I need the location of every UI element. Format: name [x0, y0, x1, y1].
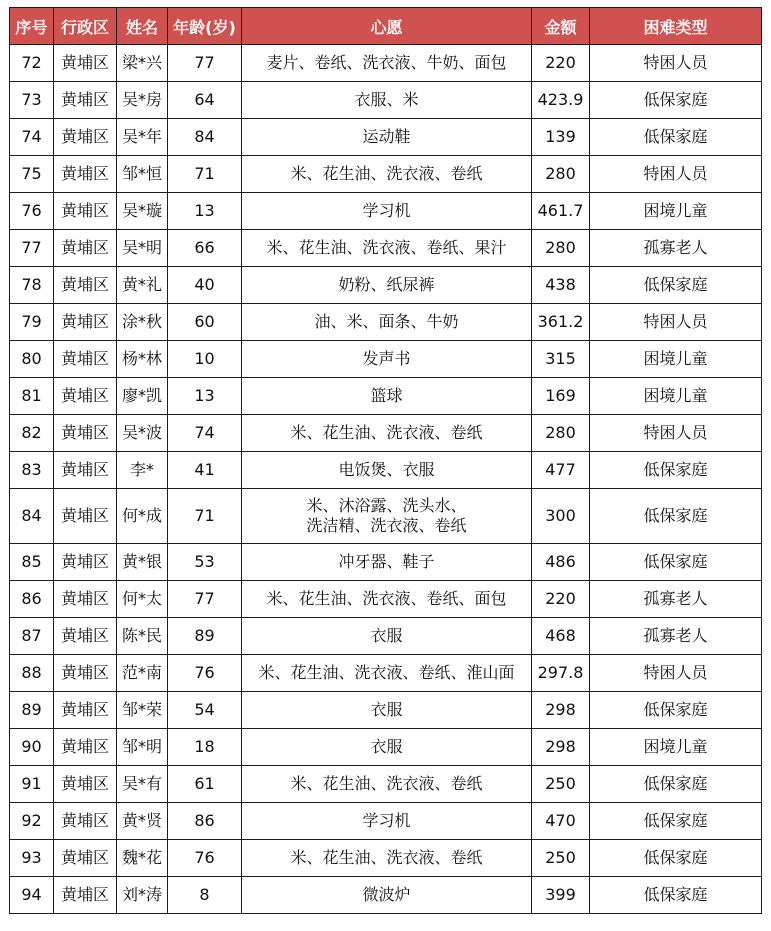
cell-name: 邹*荣 — [117, 692, 168, 729]
table-row — [10, 45, 762, 82]
cell-district: 黄埔区 — [54, 877, 117, 914]
cell-no: 73 — [10, 82, 54, 119]
wish-line: 衣服、米 — [354, 90, 419, 109]
table-row — [10, 304, 762, 341]
cell-name: 李* — [117, 452, 168, 489]
cell-name: 吴*波 — [117, 415, 168, 452]
cell-district: 黄埔区 — [54, 119, 117, 156]
cell-amount: 280 — [532, 230, 590, 267]
table-row — [10, 489, 762, 544]
cell-district: 黄埔区 — [54, 304, 117, 341]
header-category: 困难类型 — [590, 8, 762, 45]
cell-no: 78 — [10, 267, 54, 304]
cell-age: 13 — [168, 193, 242, 230]
cell-age: 71 — [168, 156, 242, 193]
cell-no: 85 — [10, 544, 54, 581]
table-row — [10, 766, 762, 803]
cell-district: 黄埔区 — [54, 840, 117, 877]
cell-wish — [242, 378, 532, 415]
cell-wish — [242, 489, 532, 544]
cell-wish — [242, 581, 532, 618]
cell-no: 88 — [10, 655, 54, 692]
cell-no: 79 — [10, 304, 54, 341]
cell-name: 黄*贤 — [117, 803, 168, 840]
wish-line: 衣服 — [370, 700, 403, 719]
cell-category: 困境儿童 — [590, 729, 762, 766]
cell-age: 71 — [168, 489, 242, 544]
cell-district: 黄埔区 — [54, 581, 117, 618]
header-no: 序号 — [10, 8, 54, 45]
cell-amount: 399 — [532, 877, 590, 914]
cell-district: 黄埔区 — [54, 729, 117, 766]
cell-no: 87 — [10, 618, 54, 655]
cell-district: 黄埔区 — [54, 193, 117, 230]
cell-name: 何*太 — [117, 581, 168, 618]
cell-name: 邹*明 — [117, 729, 168, 766]
cell-no: 81 — [10, 378, 54, 415]
cell-name: 陈*民 — [117, 618, 168, 655]
cell-category: 困境儿童 — [590, 193, 762, 230]
cell-name: 刘*涛 — [117, 877, 168, 914]
cell-amount: 300 — [532, 489, 590, 544]
table-row — [10, 230, 762, 267]
header-age: 年龄(岁) — [168, 8, 242, 45]
cell-age: 60 — [168, 304, 242, 341]
wish-line: 麦片、卷纸、洗衣液、牛奶、面包 — [266, 53, 507, 72]
cell-wish — [242, 45, 532, 82]
wish-line: 洗洁精、洗衣液、卷纸 — [306, 516, 467, 535]
cell-district: 黄埔区 — [54, 45, 117, 82]
cell-district: 黄埔区 — [54, 415, 117, 452]
cell-no: 77 — [10, 230, 54, 267]
cell-amount: 361.2 — [532, 304, 590, 341]
cell-age: 84 — [168, 119, 242, 156]
cell-no: 94 — [10, 877, 54, 914]
cell-amount: 468 — [532, 618, 590, 655]
wish-line: 米、花生油、洗衣液、卷纸、果汁 — [266, 238, 507, 257]
table-row — [10, 119, 762, 156]
wish-line: 衣服 — [370, 737, 403, 756]
wish-line: 油、米、面条、牛奶 — [314, 312, 459, 331]
cell-wish — [242, 692, 532, 729]
wish-line: 米、花生油、洗衣液、卷纸 — [290, 164, 483, 183]
cell-wish — [242, 766, 532, 803]
cell-category: 低保家庭 — [590, 267, 762, 304]
cell-wish — [242, 304, 532, 341]
cell-amount: 438 — [532, 267, 590, 304]
cell-amount: 169 — [532, 378, 590, 415]
table-row — [10, 193, 762, 230]
wish-line: 微波炉 — [362, 885, 411, 904]
cell-district: 黄埔区 — [54, 489, 117, 544]
wish-line: 米、花生油、洗衣液、卷纸 — [290, 774, 483, 793]
cell-amount: 315 — [532, 341, 590, 378]
header-district: 行政区 — [54, 8, 117, 45]
table-row — [10, 840, 762, 877]
cell-amount: 220 — [532, 45, 590, 82]
cell-district: 黄埔区 — [54, 803, 117, 840]
cell-district: 黄埔区 — [54, 156, 117, 193]
cell-age: 89 — [168, 618, 242, 655]
cell-category: 低保家庭 — [590, 489, 762, 544]
cell-amount: 486 — [532, 544, 590, 581]
wish-line: 米、花生油、洗衣液、卷纸、淮山面 — [258, 663, 515, 682]
cell-amount: 298 — [532, 729, 590, 766]
table-row — [10, 618, 762, 655]
cell-wish — [242, 655, 532, 692]
cell-district: 黄埔区 — [54, 618, 117, 655]
table-row — [10, 803, 762, 840]
cell-wish — [242, 119, 532, 156]
cell-district: 黄埔区 — [54, 378, 117, 415]
cell-age: 61 — [168, 766, 242, 803]
cell-wish — [242, 729, 532, 766]
cell-no: 89 — [10, 692, 54, 729]
cell-age: 13 — [168, 378, 242, 415]
cell-category: 低保家庭 — [590, 692, 762, 729]
cell-name: 廖*凯 — [117, 378, 168, 415]
cell-amount: 250 — [532, 766, 590, 803]
wish-line: 电饭煲、衣服 — [338, 460, 435, 479]
cell-category: 特困人员 — [590, 45, 762, 82]
cell-name: 吴*房 — [117, 82, 168, 119]
cell-category: 低保家庭 — [590, 544, 762, 581]
cell-wish — [242, 544, 532, 581]
cell-category: 特困人员 — [590, 655, 762, 692]
table-row — [10, 452, 762, 489]
wish-line: 学习机 — [362, 811, 411, 830]
cell-age: 74 — [168, 415, 242, 452]
cell-wish — [242, 803, 532, 840]
cell-district: 黄埔区 — [54, 692, 117, 729]
cell-age: 54 — [168, 692, 242, 729]
cell-wish — [242, 618, 532, 655]
wish-line: 衣服 — [370, 626, 403, 645]
cell-no: 90 — [10, 729, 54, 766]
cell-name: 吴*年 — [117, 119, 168, 156]
wish-line: 米、沐浴露、洗头水、 — [306, 496, 467, 515]
cell-age: 86 — [168, 803, 242, 840]
wish-line: 米、花生油、洗衣液、卷纸 — [290, 423, 483, 442]
cell-category: 孤寡老人 — [590, 230, 762, 267]
cell-age: 76 — [168, 840, 242, 877]
cell-amount: 220 — [532, 581, 590, 618]
cell-district: 黄埔区 — [54, 655, 117, 692]
cell-category: 特困人员 — [590, 415, 762, 452]
table-row — [10, 655, 762, 692]
table-row — [10, 156, 762, 193]
wish-line: 学习机 — [362, 201, 411, 220]
cell-district: 黄埔区 — [54, 82, 117, 119]
cell-no: 75 — [10, 156, 54, 193]
cell-category: 特困人员 — [590, 156, 762, 193]
cell-district: 黄埔区 — [54, 452, 117, 489]
cell-name: 梁*兴 — [117, 45, 168, 82]
cell-district: 黄埔区 — [54, 766, 117, 803]
cell-category: 低保家庭 — [590, 766, 762, 803]
cell-wish — [242, 193, 532, 230]
header-name: 姓名 — [117, 8, 168, 45]
cell-amount: 298 — [532, 692, 590, 729]
cell-amount: 250 — [532, 840, 590, 877]
wish-line: 米、花生油、洗衣液、卷纸、面包 — [266, 589, 507, 608]
cell-name: 何*成 — [117, 489, 168, 544]
cell-district: 黄埔区 — [54, 267, 117, 304]
cell-age: 64 — [168, 82, 242, 119]
cell-wish — [242, 840, 532, 877]
cell-name: 吴*明 — [117, 230, 168, 267]
cell-category: 孤寡老人 — [590, 618, 762, 655]
header-row — [10, 8, 762, 45]
cell-age: 77 — [168, 581, 242, 618]
cell-name: 杨*林 — [117, 341, 168, 378]
cell-age: 10 — [168, 341, 242, 378]
cell-no: 86 — [10, 581, 54, 618]
wish-table — [9, 7, 762, 914]
table-row — [10, 267, 762, 304]
cell-no: 83 — [10, 452, 54, 489]
table-row — [10, 729, 762, 766]
cell-category: 特困人员 — [590, 304, 762, 341]
cell-name: 吴*有 — [117, 766, 168, 803]
cell-amount: 280 — [532, 415, 590, 452]
cell-amount: 139 — [532, 119, 590, 156]
cell-amount: 470 — [532, 803, 590, 840]
cell-district: 黄埔区 — [54, 230, 117, 267]
table-body — [10, 45, 762, 914]
cell-category: 低保家庭 — [590, 840, 762, 877]
cell-no: 82 — [10, 415, 54, 452]
cell-no: 92 — [10, 803, 54, 840]
cell-age: 76 — [168, 655, 242, 692]
cell-age: 66 — [168, 230, 242, 267]
cell-wish — [242, 877, 532, 914]
cell-category: 低保家庭 — [590, 82, 762, 119]
table-row — [10, 581, 762, 618]
cell-no: 76 — [10, 193, 54, 230]
cell-no: 93 — [10, 840, 54, 877]
table-row — [10, 877, 762, 914]
cell-amount: 477 — [532, 452, 590, 489]
cell-no: 91 — [10, 766, 54, 803]
cell-amount: 280 — [532, 156, 590, 193]
cell-age: 77 — [168, 45, 242, 82]
cell-amount: 461.7 — [532, 193, 590, 230]
cell-category: 困境儿童 — [590, 378, 762, 415]
cell-no: 72 — [10, 45, 54, 82]
cell-wish — [242, 230, 532, 267]
cell-age: 18 — [168, 729, 242, 766]
header-amount: 金额 — [532, 8, 590, 45]
cell-category: 孤寡老人 — [590, 581, 762, 618]
cell-age: 53 — [168, 544, 242, 581]
table-row — [10, 82, 762, 119]
cell-name: 黄*银 — [117, 544, 168, 581]
cell-wish — [242, 82, 532, 119]
cell-wish — [242, 156, 532, 193]
wish-line: 运动鞋 — [362, 127, 411, 146]
wish-line: 奶粉、纸尿裤 — [338, 275, 435, 294]
wish-line: 冲牙器、鞋子 — [338, 552, 435, 571]
cell-no: 84 — [10, 489, 54, 544]
cell-no: 80 — [10, 341, 54, 378]
cell-name: 魏*花 — [117, 840, 168, 877]
table-row — [10, 415, 762, 452]
cell-name: 黄*礼 — [117, 267, 168, 304]
cell-amount: 423.9 — [532, 82, 590, 119]
cell-category: 困境儿童 — [590, 341, 762, 378]
wish-line: 米、花生油、洗衣液、卷纸 — [290, 848, 483, 867]
cell-wish — [242, 452, 532, 489]
cell-district: 黄埔区 — [54, 544, 117, 581]
cell-no: 74 — [10, 119, 54, 156]
cell-name: 邹*恒 — [117, 156, 168, 193]
cell-amount: 297.8 — [532, 655, 590, 692]
cell-wish — [242, 267, 532, 304]
cell-age: 40 — [168, 267, 242, 304]
header-wish: 心愿 — [242, 8, 532, 45]
wish-line: 发声书 — [362, 349, 411, 368]
wish-line: 篮球 — [370, 386, 403, 405]
cell-wish — [242, 341, 532, 378]
table-row — [10, 341, 762, 378]
cell-category: 低保家庭 — [590, 877, 762, 914]
cell-category: 低保家庭 — [590, 803, 762, 840]
cell-category: 低保家庭 — [590, 119, 762, 156]
cell-name: 吴*璇 — [117, 193, 168, 230]
cell-district: 黄埔区 — [54, 341, 117, 378]
cell-wish — [242, 415, 532, 452]
cell-category: 低保家庭 — [590, 452, 762, 489]
table-row — [10, 378, 762, 415]
table-row — [10, 692, 762, 729]
cell-name: 范*南 — [117, 655, 168, 692]
cell-age: 41 — [168, 452, 242, 489]
table-row — [10, 544, 762, 581]
cell-age: 8 — [168, 877, 242, 914]
cell-name: 涂*秋 — [117, 304, 168, 341]
